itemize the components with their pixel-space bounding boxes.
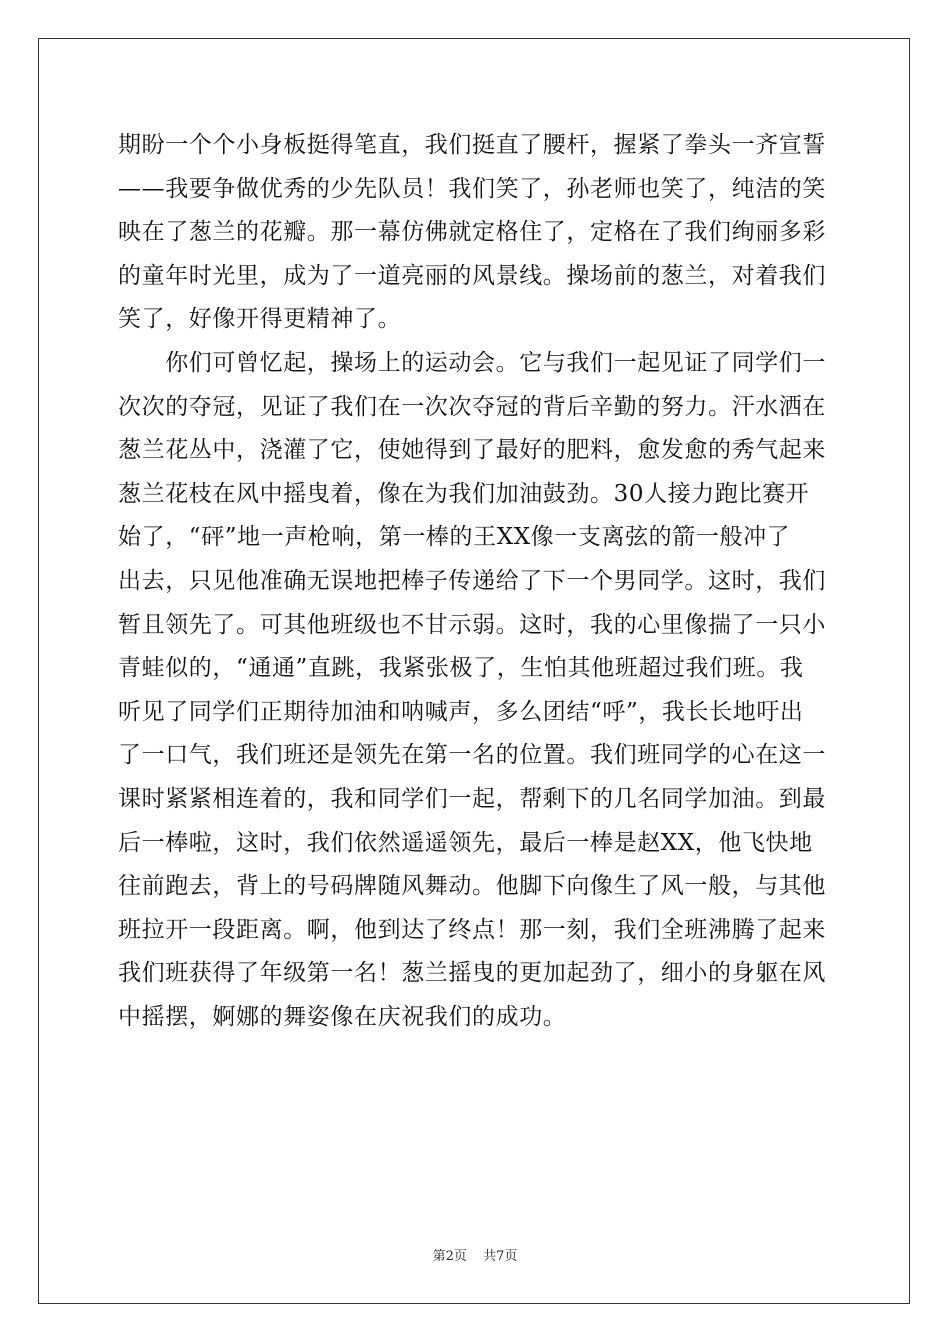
page-footer xyxy=(0,1249,950,1265)
text-line: 葱兰花丛中，浇灌了它，使她得到了最好的肥料，愈发愈的秀气起来 xyxy=(118,437,826,464)
document-body xyxy=(118,124,838,1039)
text-line: 往前跑去，背上的号码牌随风舞动。他脚下向像生了风一般，与其他 xyxy=(118,873,826,900)
text-line: 葱兰花枝在风中摇曳着，像在为我们加油鼓劲。30人接力跑比赛开 xyxy=(118,480,810,507)
text-line: 次次的夺冠，见证了我们在一次次夺冠的背后辛勤的努力。汗水洒在 xyxy=(118,393,826,420)
text-line: 你们可曾忆起，操场上的运动会。它与我们一起见证了同学们一 xyxy=(118,349,826,376)
text-line: 我们班获得了年级第一名！葱兰摇曳的更加起劲了，细小的身躯在风 xyxy=(118,960,826,987)
page-total: 共7页 xyxy=(483,1249,518,1264)
text-line: 出去，只见他准确无误地把棒子传递给了下一个男同学。这时，我们 xyxy=(118,567,826,594)
text-line: 后一棒啦，这时，我们依然遥遥领先，最后一棒是赵XX，他飞快地 xyxy=(118,829,813,856)
text-line: 暂且领先了。可其他班级也不甘示弱。这时，我的心里像揣了一只小 xyxy=(118,611,826,638)
text-line: 笑了，好像开得更精神了。 xyxy=(118,306,402,333)
text-line: 班拉开一段距离。啊，他到达了终点！那一刻，我们全班沸腾了起来 xyxy=(118,916,826,943)
text-line: 始了，“砰”地一声枪响，第一棒的王XX像一支离弦的箭一般冲了 xyxy=(118,524,791,551)
text-line: 期盼一个个小身板挺得笔直，我们挺直了腰杆，握紧了拳头一齐宣誓 xyxy=(118,132,826,158)
text-line: 了一口气，我们班还是领先在第一名的位置。我们班同学的心在这一 xyxy=(118,742,826,769)
page-number: 第2页 xyxy=(432,1249,467,1264)
text-line: 课时紧紧相连着的，我和同学们一起，帮剩下的几名同学加油。到最 xyxy=(118,785,826,812)
text-line: ——我要争做优秀的少先队员！我们笑了，孙老师也笑了，纯洁的笑 xyxy=(118,175,826,202)
text-line: 映在了葱兰的花瓣。那一幕仿佛就定格住了，定格在了我们绚丽多彩 xyxy=(118,219,826,246)
text-line: 中摇摆，婀娜的舞姿像在庆祝我们的成功。 xyxy=(118,1003,567,1030)
text-line: 的童年时光里，成为了一道亮丽的风景线。操场前的葱兰，对着我们 xyxy=(118,262,826,289)
text-line: 青蛙似的，“通通”直跳，我紧张极了，生怕其他班超过我们班。我 xyxy=(118,655,804,682)
text-line: 听见了同学们正期待加油和呐喊声，多么团结“呼”，我长长地吁出 xyxy=(118,698,804,725)
